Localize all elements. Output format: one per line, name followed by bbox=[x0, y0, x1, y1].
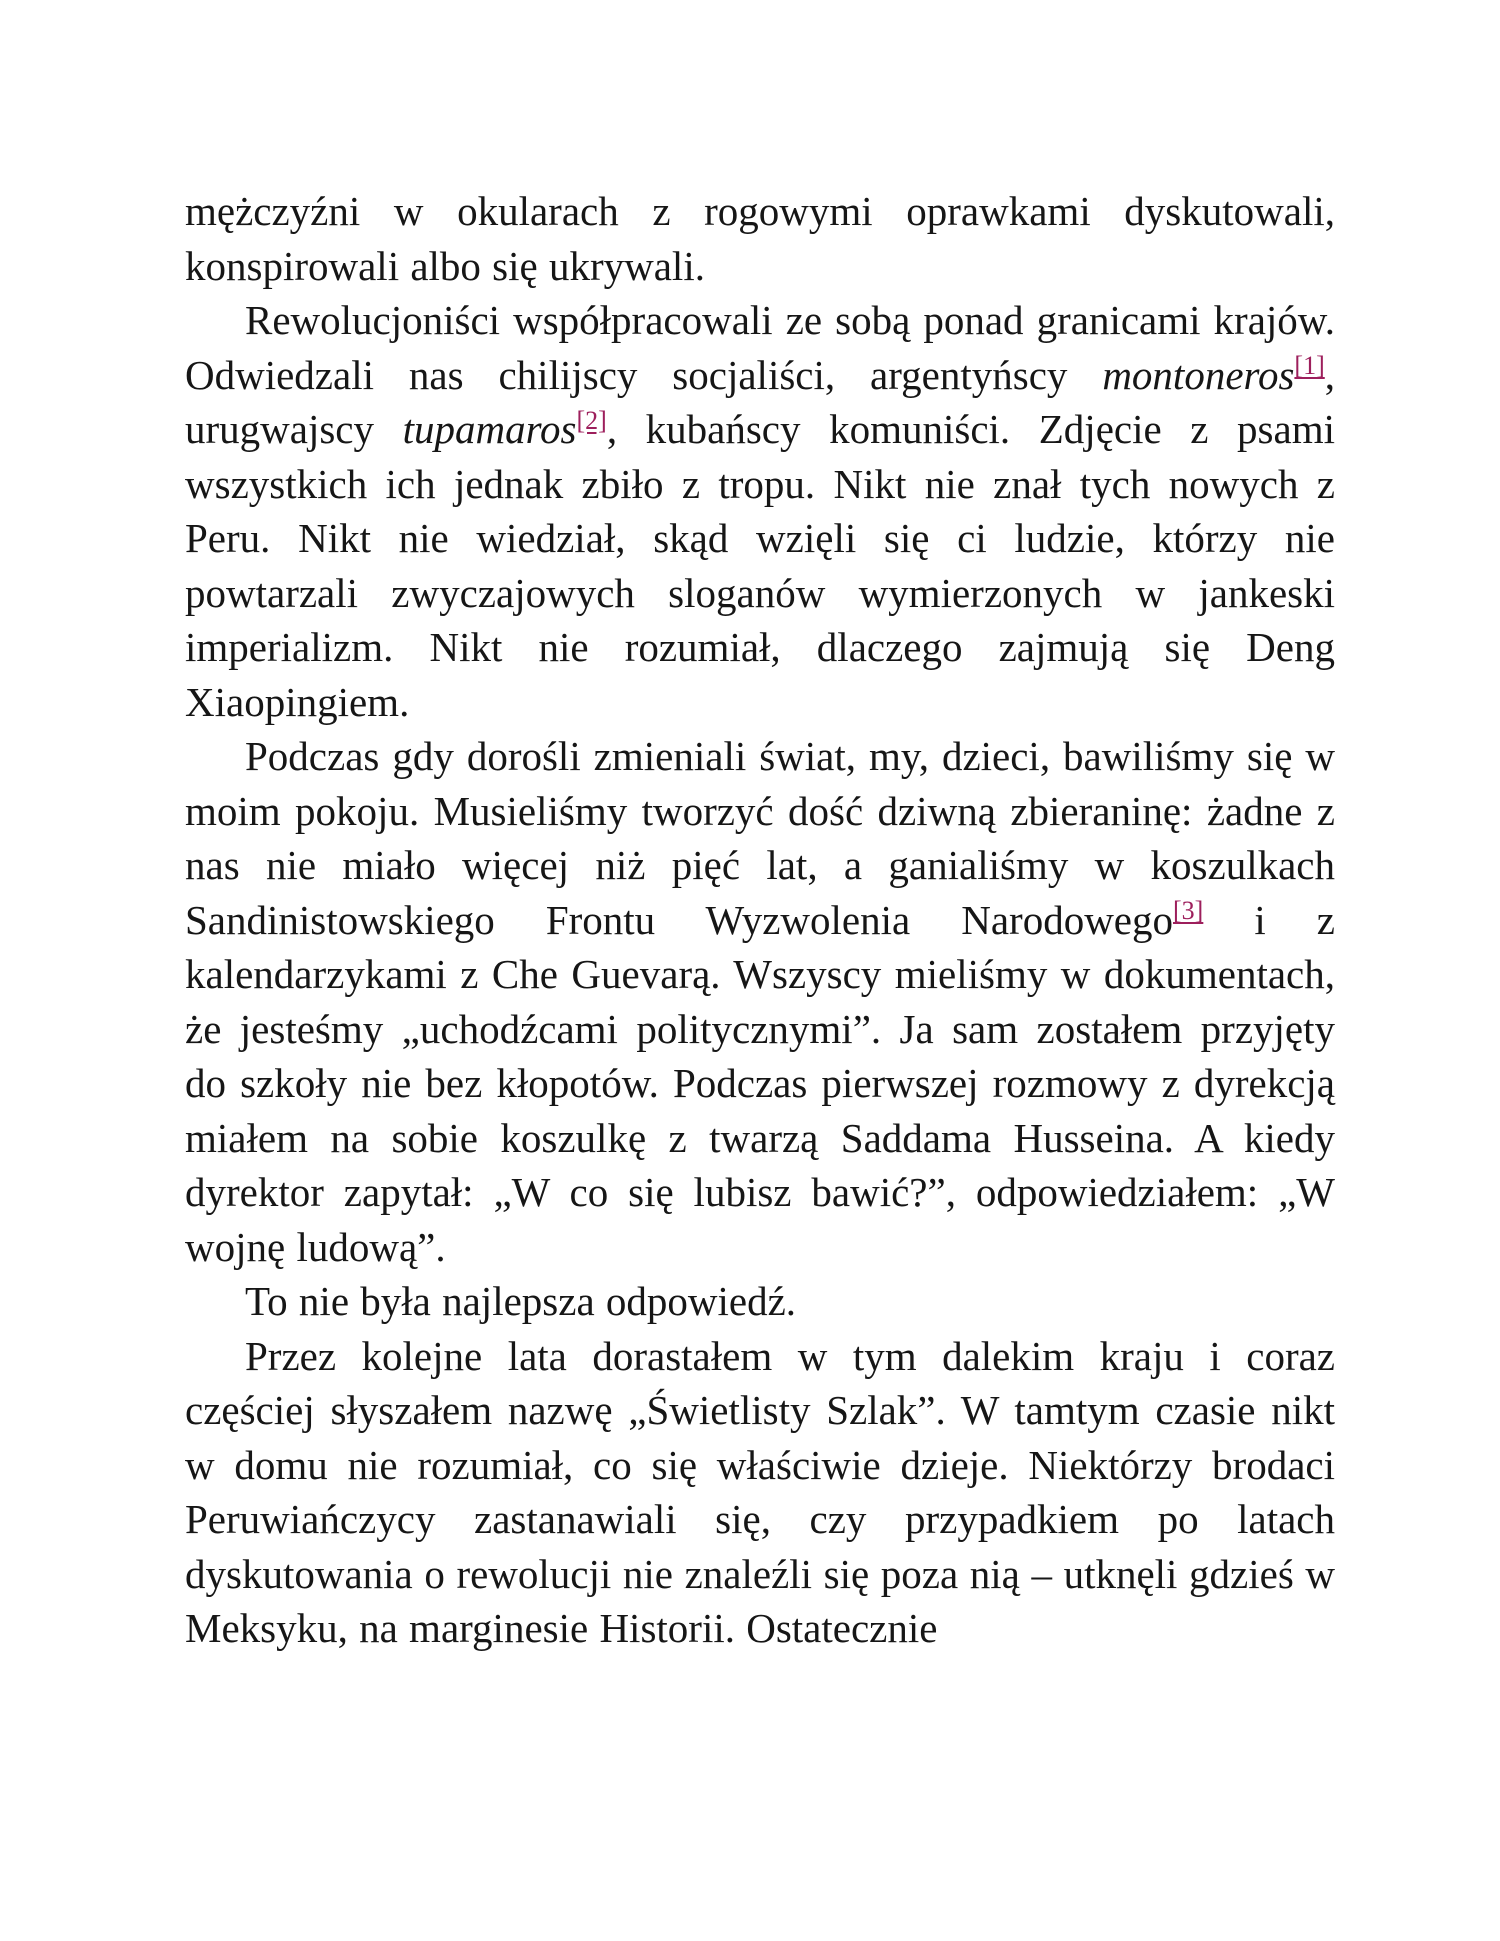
body-text: , urugwajscy bbox=[185, 351, 1335, 452]
paragraph bbox=[185, 184, 1335, 293]
footnote-superscript bbox=[576, 406, 606, 435]
paragraph bbox=[185, 1274, 1335, 1329]
page-text bbox=[185, 184, 1335, 1656]
body-text: To nie była najlepsza odpowiedź. bbox=[245, 1278, 797, 1324]
footnote-ref-1[interactable]: [1] bbox=[1294, 351, 1325, 381]
body-text: i z kalendarzykami z Che Guevarą. Wszyscy mieliśmy w dokumentach, że jesteśmy „uchodźcami politycznymi”. Ja sam zostałem przyjęty do szkoły nie bez kłopotów. Podczas pierwszej rozmowy z dyrekcją miałem na sobie koszulkę z twarzą Saddama Husseina. A kiedy dyrektor zapytał: „W co się lubisz bawić?”, odpowiedziałem: „W wojnę ludową”. bbox=[185, 896, 1335, 1270]
italic-term: tupamaros bbox=[402, 406, 577, 452]
paragraph bbox=[185, 293, 1335, 729]
italic-term: montoneros bbox=[1102, 351, 1295, 398]
body-text: , kubańscy komuniści. Zdjęcie z psami wszystkich ich jednak zbiło z tropu. Nikt nie znał tych nowych z Peru. Nikt nie wiedział, skąd wzięli się ci ludzie, którzy nie powtarzali zwyczajowych sloganów wymierzonych w jankeski imperializm. Nikt nie rozumiał, dlaczego zajmują się Deng Xiaopingiem. bbox=[185, 406, 1335, 725]
body-text: mężczyźni w okularach z rogowymi oprawkami dyskutowali, konspirowali albo się ukrywali. bbox=[185, 188, 1335, 289]
footnote-ref-2[interactable]: [2] bbox=[576, 405, 607, 435]
body-text: Rewolucjoniści współpracowali ze sobą ponad granicami krajów. Odwiedzali nas chilijscy socjaliści, argentyńscy bbox=[185, 297, 1335, 398]
footnote-superscript bbox=[1294, 351, 1324, 380]
body-text: Podczas gdy dorośli zmieniali świat, my, dzieci, bawiliśmy się w moim pokoju. Musieliśmy tworzyć dość dziwną zbieraninę: żadne z nas nie miało więcej niż pięć lat, a ganialiśmy w koszulkach Sandinistowskiego Frontu Wyzwolenia Narodowego bbox=[185, 733, 1335, 943]
footnote-ref-3[interactable]: [3] bbox=[1173, 896, 1204, 926]
paragraph bbox=[185, 1329, 1335, 1656]
paragraph bbox=[185, 729, 1335, 1274]
body-text: Przez kolejne lata dorastałem w tym dalekim kraju i coraz częściej słyszałem nazwę „Świetlisty Szlak”. W tamtym czasie nikt w domu nie rozumiał, co się właściwie dzieje. Niektórzy brodaci Peruwiańczycy zastanawiali się, czy przypadkiem po latach dyskutowania o rewolucji nie znaleźli się poza nią – utknęli gdzieś w Meksyku, na marginesie Historii. Ostatecznie bbox=[185, 1332, 1335, 1651]
footnote-superscript bbox=[1173, 896, 1203, 925]
